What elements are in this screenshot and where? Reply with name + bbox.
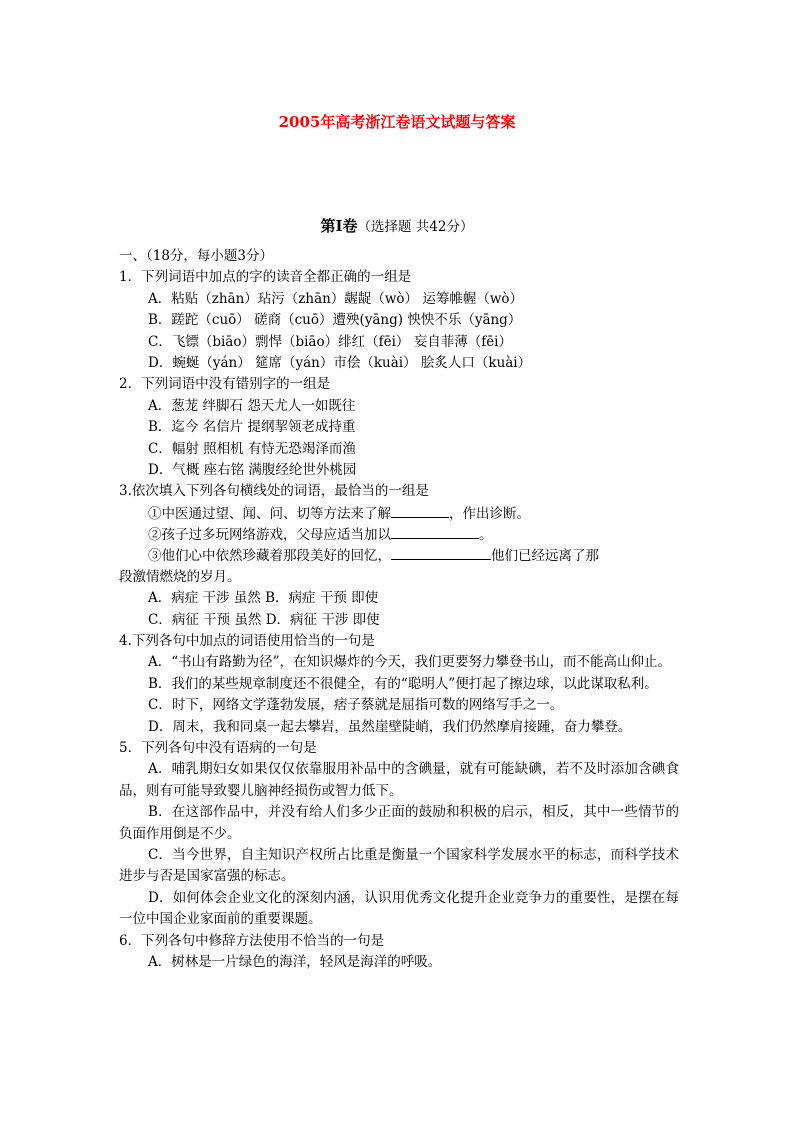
q1-option-b: B．蹉跎（cuō） 磋商（cuō）遭殃(yāng) 怏怏不乐（yāng） xyxy=(148,312,522,329)
q4-option-b: B．我们的某些规章制度还不很健全，有的“聪明人”便打起了擦边球，以此谋取私利。 xyxy=(148,675,658,692)
q3-sentence-3-continued: 段激情燃烧的岁月。 xyxy=(119,568,241,585)
q2-stem: 2．下列词语中没有错别字的一组是 xyxy=(119,376,331,393)
section-subtitle: （选择题 共42分） xyxy=(357,219,474,235)
q3-options-ab: A．病症 干涉 虽然 B．病症 干预 即使 xyxy=(148,590,379,607)
q6-option-a: A．树林是一片绿色的海洋，轻风是海洋的呼吸。 xyxy=(148,954,442,971)
section-main-title: 第Ⅰ卷 xyxy=(320,217,358,235)
q3-s3-text-after: 他们已经远离了那 xyxy=(491,548,599,565)
q5-option-a: A．哺乳期妇女如果仅仅依靠服用补品中的含碘量，就有可能缺碘，若不及时添加含碘食品，则有可能导致婴儿脑神经损伤或智力低下。 xyxy=(119,761,679,799)
q2-option-b: B．迄今 名信片 提纲挈领老成持重 xyxy=(148,419,356,436)
q4-option-c: C．时下，网络文学蓬勃发展，痞子蔡就是屈指可数的网络写手之一。 xyxy=(148,697,564,714)
q4-option-a: A．“书山有路勤为径”，在知识爆炸的今天，我们更要努力攀登书山，而不能高山仰止。 xyxy=(148,654,672,671)
q1-stem: 1．下列词语中加点的字的读音全都正确的一组是 xyxy=(119,269,412,286)
q2-option-d: D．气概 座右铭 满腹经纶世外桃园 xyxy=(148,461,357,478)
fill-blank-2 xyxy=(391,524,479,539)
part-heading: 一、（18分，每小题3分） xyxy=(119,248,274,264)
q3-s2-text-before: ②孩子过多玩网络游戏，父母应适当加以 xyxy=(148,527,391,544)
q1-option-a: A．粘贴（zhān）玷污（zhān）龌龊（wò） 运筹帷幄（wò） xyxy=(148,290,524,307)
q1-option-c: C．飞镖（biāo）剽悍（biāo）绯红（fēi） 妄自菲薄（fēi） xyxy=(148,333,512,350)
q3-sentence-3 xyxy=(119,545,679,566)
q4-stem: 4.下列各句中加点的词语使用恰当的一句是 xyxy=(119,633,375,650)
fill-blank-3 xyxy=(391,545,491,560)
q6-stem: 6．下列各句中修辞方法使用不恰当的一句是 xyxy=(119,932,385,949)
q5-stem: 5．下列各句中没有语病的一句是 xyxy=(119,740,317,757)
q4-option-d: D．周末，我和同桌一起去攀岩，虽然崖壁陡峭，我们仍然摩肩接踵，奋力攀登。 xyxy=(148,718,632,735)
question-body xyxy=(119,246,679,973)
q3-s1-text-after: ，作出诊断。 xyxy=(449,505,530,522)
q3-sentence-2 xyxy=(119,524,679,545)
q3-options-cd: C．病征 干预 虽然 D．病征 干涉 即使 xyxy=(148,611,380,628)
q1-option-d: D．蜿蜒（yán） 筵席（yán）市侩（kuài） 脍炙人口（kuài） xyxy=(148,354,532,371)
q5-option-c: C．当今世界，自主知识产权所占比重是衡量一个国家科学发展水平的标志，而科学技术进步与否是国家富强的标志。 xyxy=(119,847,679,885)
q3-s2-text-after: 。 xyxy=(479,527,493,544)
q2-option-a: A．葱茏 绊脚石 怨天尤人一如既往 xyxy=(148,397,356,414)
document-title: 2005年高考浙江卷语文试题与答案 xyxy=(278,113,516,131)
q2-option-c: C．幅射 照相机 有恃无恐竭泽而渔 xyxy=(148,440,356,457)
q3-stem: 3.依次填入下列各句横线处的词语，最恰当的一组是 xyxy=(119,483,429,500)
section-heading xyxy=(0,216,794,237)
q3-s1-text-before: ①中医通过望、闻、问、切等方法来了解 xyxy=(148,505,391,522)
fill-blank-1 xyxy=(391,503,449,518)
q3-sentence-1 xyxy=(119,503,679,524)
q5-option-d: D．如何体会企业文化的深刻内涵，认识用优秀文化提升企业竞争力的重要性，是摆在每一位中国企业家面前的重要课题。 xyxy=(119,889,679,928)
q3-s3-text-before: ③他们心中依然珍藏着那段美好的回忆， xyxy=(148,548,391,565)
q5-option-b: B．在这部作品中，并没有给人们多少正面的鼓励和积极的启示，相反，其中一些情节的负面作用倒是不少。 xyxy=(119,804,679,842)
